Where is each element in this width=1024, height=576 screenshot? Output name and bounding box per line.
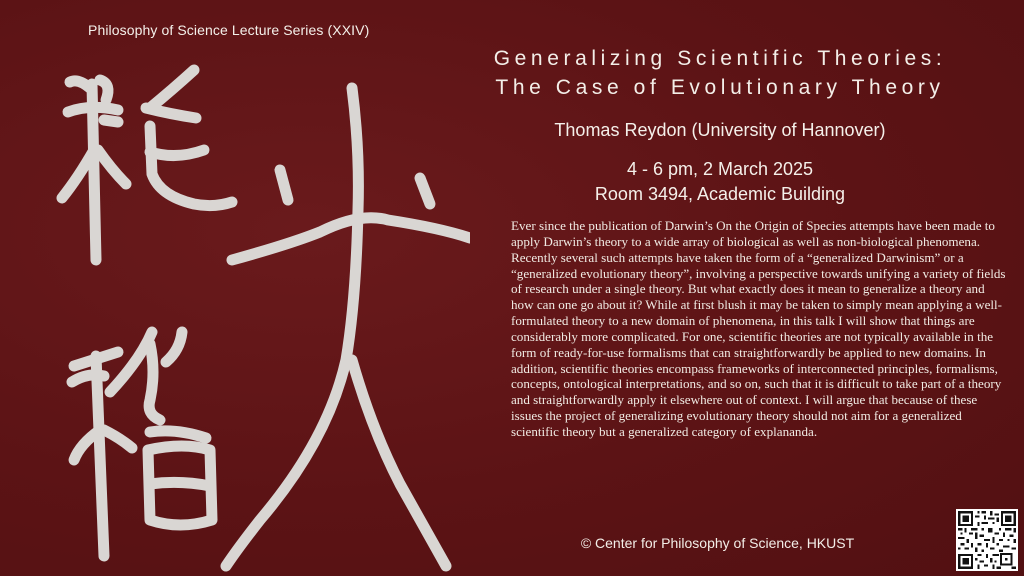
series-label: Philosophy of Science Lecture Series (XXIV) [88,22,370,38]
copyright: © Center for Philosophy of Science, HKUST [580,535,855,551]
event-room: Room 3494, Academic Building [594,184,846,204]
event-time: 4 - 6 pm, 2 March 2025 [626,159,814,179]
calligraphy-character-1 [62,70,232,260]
lecture-title [430,44,1010,102]
calligraphy-character-2 [72,332,212,556]
qr-code-icon[interactable] [956,509,1018,571]
title-line-1: Generalizing Scientific Theories: [493,47,947,70]
abstract: Ever since the publication of Darwin’s On the Origin of Species attempts have been made to apply Darwin’s theory to a wide array of biological as well as non-biological phenomena. Recently several such attempts have taken the form of a “generalized Darwinism” or a “generalized evolutionary theory”, involving a perspective towards unifying a variety of fields of research under a single theory. But what exactly does it mean to generalize a theory and how can one go about it? While at first blush it may be taken to simply mean applying a well-formulated theory to a new domain of phenomena, in this talk I will show that things are considerably more complicated. For one, scientific theories are not typically available in the form of ready-for-use formalisms that can straightforwardly be applied to new domains. In addition, scientific theories encompass frameworks of interconnected principles, formalisms, concepts, ontological interpretations, and so on, such that it is difficult to take part of a theory and straightforwardly apply it elsewhere out of context. I will argue that because of these issues the project of generalizing evolutionary theory should not aim for a generalized scientific theory but a generalized category of explananda. [511,218,1006,439]
event-details [430,157,1010,207]
speaker: Thomas Reydon (University of Hannover) [554,120,886,140]
title-line-2: The Case of Evolutionary Theory [495,76,945,99]
seal-script-calligraphy [0,0,470,576]
